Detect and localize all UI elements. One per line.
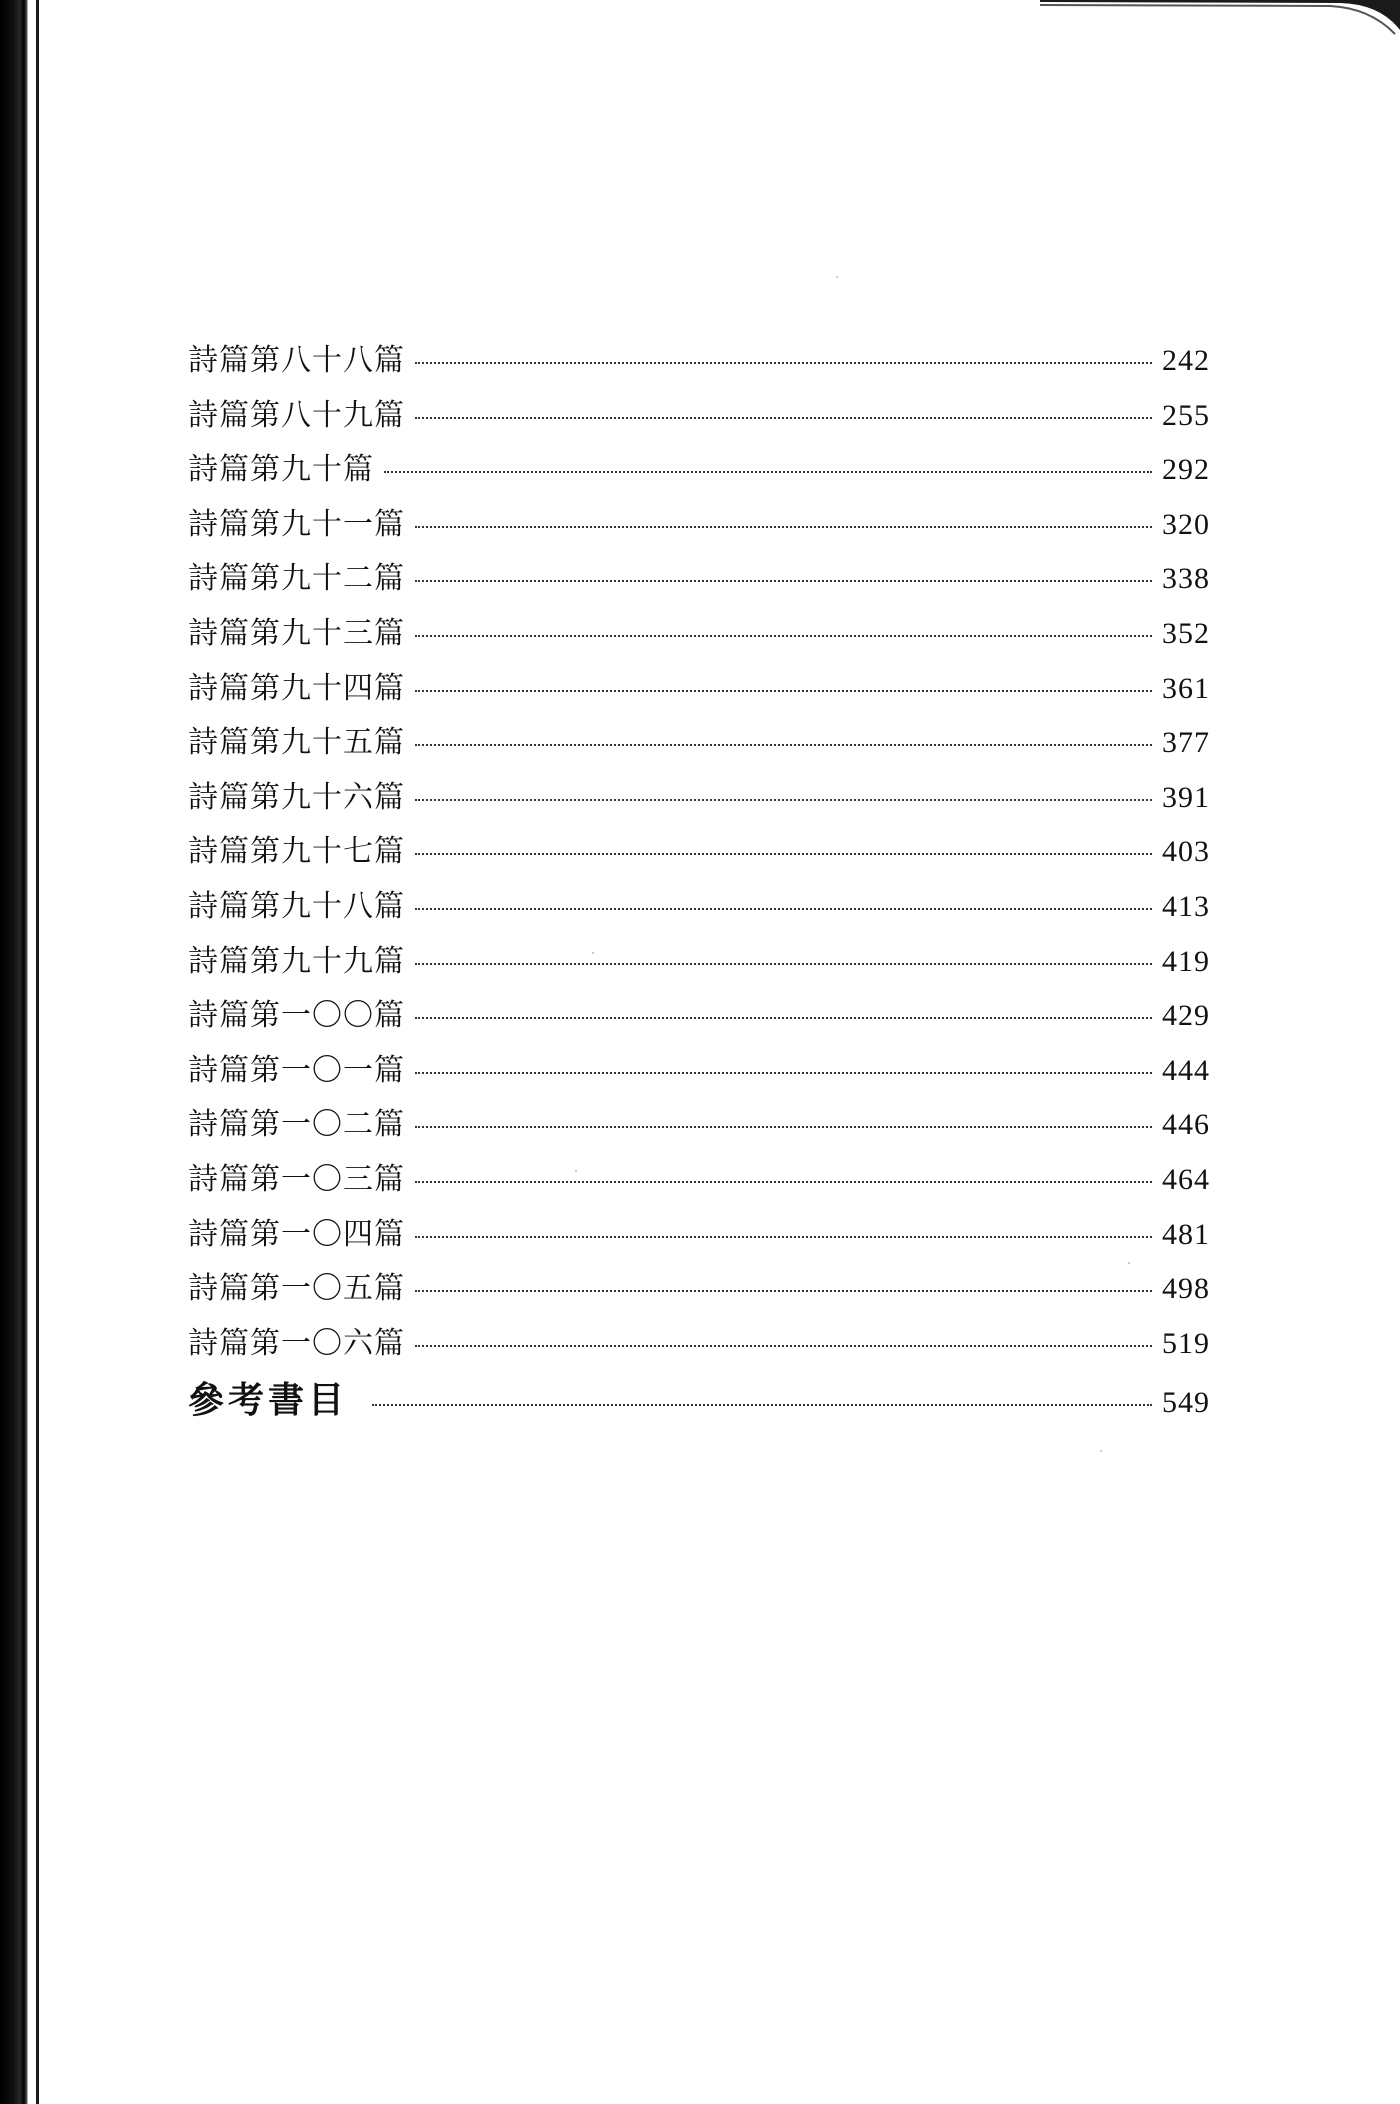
toc-dot-leader <box>415 635 1152 637</box>
toc-entry-title: 詩篇第一〇五篇 <box>188 1271 405 1307</box>
toc-entry-title: 詩篇第九十七篇 <box>188 834 405 870</box>
toc-entry[interactable] <box>188 499 1210 554</box>
toc-entry-title: 詩篇第一〇六篇 <box>188 1325 405 1361</box>
toc-entry-page-number: 391 <box>1162 780 1210 814</box>
toc-entry[interactable] <box>188 1154 1210 1209</box>
toc-entry[interactable] <box>188 1318 1210 1373</box>
toc-entry-title: 詩篇第九十六篇 <box>188 779 405 815</box>
toc-dot-leader <box>415 1181 1152 1183</box>
toc-entry-title: 詩篇第一〇一篇 <box>188 1052 405 1088</box>
toc-entry-title: 詩篇第九十五篇 <box>188 725 405 761</box>
toc-entry-title: 詩篇第一〇四篇 <box>188 1216 405 1252</box>
book-spine-shadow <box>0 0 28 2104</box>
toc-entry[interactable] <box>188 772 1210 827</box>
toc-dot-leader <box>415 1072 1152 1074</box>
toc-dot-leader <box>415 526 1152 528</box>
toc-entry[interactable] <box>188 444 1210 499</box>
toc-entry[interactable] <box>188 881 1210 936</box>
toc-entry-page-number: 338 <box>1162 562 1210 596</box>
toc-dot-leader <box>384 471 1152 473</box>
toc-entry-page-number: 444 <box>1162 1053 1210 1087</box>
toc-entry[interactable] <box>188 1209 1210 1264</box>
toc-entry-page-number: 242 <box>1162 344 1210 377</box>
toc-entry-title: 詩篇第九十一篇 <box>188 506 405 542</box>
toc-dot-leader <box>415 853 1152 855</box>
toc-dot-leader <box>415 1236 1152 1238</box>
toc-entry[interactable] <box>188 553 1210 608</box>
toc-entry[interactable] <box>188 608 1210 663</box>
toc-entry-bibliography[interactable] <box>188 1372 1210 1427</box>
toc-entry[interactable] <box>188 1045 1210 1100</box>
toc-entry-page-number: 352 <box>1162 616 1210 650</box>
toc-entry-title: 詩篇第一〇三篇 <box>188 1161 405 1197</box>
toc-dot-leader <box>415 1290 1152 1292</box>
toc-entry[interactable] <box>188 826 1210 881</box>
toc-entry-page-number: 464 <box>1162 1162 1210 1196</box>
toc-entry-page-number: 419 <box>1162 944 1210 978</box>
toc-entry-title: 詩篇第九十九篇 <box>188 943 405 979</box>
toc-entry-page-number: 446 <box>1162 1108 1210 1142</box>
toc-dot-leader <box>372 1404 1152 1406</box>
toc-dot-leader <box>415 744 1152 746</box>
toc-entry-page-number: 481 <box>1162 1217 1210 1251</box>
toc-entry-title: 詩篇第九十二篇 <box>188 561 405 597</box>
toc-entry[interactable] <box>188 390 1210 445</box>
toc-entry-title: 詩篇第一〇〇篇 <box>188 998 405 1034</box>
toc-dot-leader <box>415 690 1152 692</box>
toc-entry-page-number: 377 <box>1162 726 1210 760</box>
toc-entry-page-number: 292 <box>1162 453 1210 487</box>
toc-entry[interactable] <box>188 1263 1210 1318</box>
toc-dot-leader <box>415 1126 1152 1128</box>
toc-entry-page-number: 320 <box>1162 507 1210 541</box>
toc-entry[interactable] <box>188 663 1210 718</box>
toc-entry-page-number: 255 <box>1162 398 1210 432</box>
toc-entry-title: 詩篇第九十篇 <box>188 452 374 488</box>
toc-dot-leader <box>415 362 1152 364</box>
toc-entry-title: 詩篇第一〇二篇 <box>188 1107 405 1143</box>
toc-dot-leader <box>415 1345 1152 1347</box>
toc-dot-leader <box>415 908 1152 910</box>
binding-edge-line <box>36 0 39 2104</box>
toc-entry-page-number: 519 <box>1162 1326 1210 1360</box>
toc-entry[interactable] <box>188 990 1210 1045</box>
toc-entry-page-number: 361 <box>1162 671 1210 705</box>
table-of-contents <box>188 335 1210 1427</box>
toc-dot-leader <box>415 1017 1152 1019</box>
toc-entry-title: 詩篇第九十八篇 <box>188 888 405 924</box>
toc-entry-page-number: 413 <box>1162 889 1210 923</box>
toc-dot-leader <box>415 963 1152 965</box>
toc-entry-page-number: 498 <box>1162 1272 1210 1306</box>
scan-speck <box>836 276 838 278</box>
toc-entry-page-number: 429 <box>1162 999 1210 1033</box>
toc-entry[interactable] <box>188 717 1210 772</box>
toc-entry-title: 詩篇第九十四篇 <box>188 670 405 706</box>
toc-entry-page-number: 549 <box>1162 1386 1210 1420</box>
toc-dot-leader <box>415 417 1152 419</box>
toc-entry-page-number: 403 <box>1162 835 1210 869</box>
toc-entry[interactable] <box>188 1099 1210 1154</box>
toc-dot-leader <box>415 580 1152 582</box>
toc-entry-title: 詩篇第九十三篇 <box>188 615 405 651</box>
toc-entry-title: 詩篇第八十九篇 <box>188 397 405 433</box>
scan-corner-shadow <box>1040 0 1400 40</box>
toc-dot-leader <box>415 799 1152 801</box>
toc-entry-title: 參考書目 <box>188 1380 349 1422</box>
toc-entry[interactable] <box>188 335 1210 390</box>
scan-speck <box>1100 1450 1102 1452</box>
toc-entry[interactable] <box>188 936 1210 991</box>
toc-entry-title: 詩篇第八十八篇 <box>188 343 405 378</box>
